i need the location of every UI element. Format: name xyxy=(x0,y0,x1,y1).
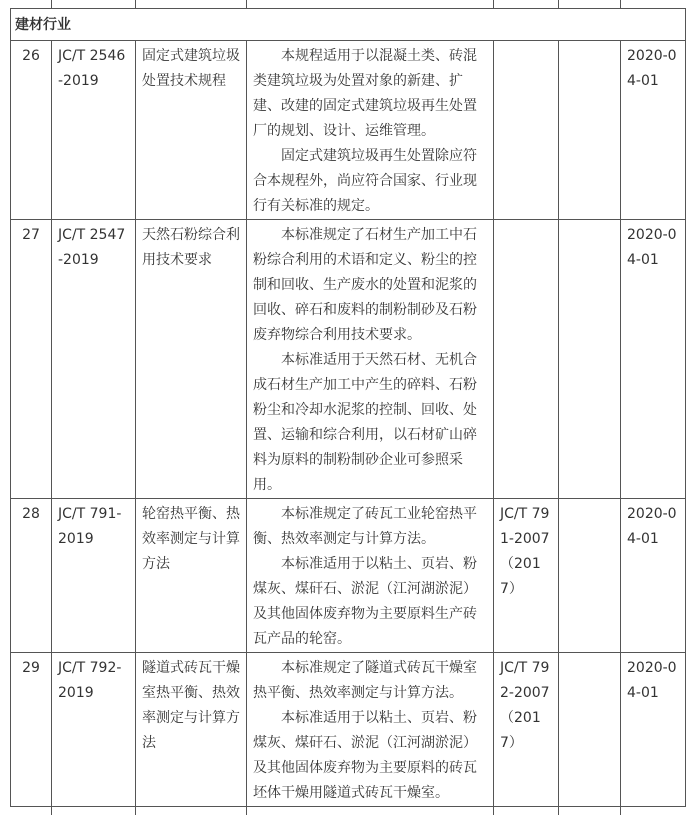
description-paragraph: 本标准适用于以粘土、页岩、粉煤灰、煤矸石、淤泥（江河湖淤泥）及其他固体废弃物为主要原料的砖瓦坯体干燥用隧道式砖瓦干燥室。 xyxy=(253,710,477,801)
row-number: 28 xyxy=(11,499,52,653)
description-paragraph: 固定式建筑垃圾再生处置除应符合本规程外，尚应符合国家、行业现行有关标准的规定。 xyxy=(253,148,477,214)
row-number: 27 xyxy=(11,220,52,499)
standard-name: 固定式建筑垃圾处置技术规程 xyxy=(136,41,247,220)
implementation-date: 2020-04-01 xyxy=(621,220,686,499)
description-paragraph: 本标准适用于天然石材、无机合成石材生产加工中产生的碎料、石粉粉尘和冷却水泥浆的控制、回收、处置、运输和综合利用，以石材矿山碎料为原料的制粉制砂企业可参照采用。 xyxy=(253,352,477,493)
standard-code: JC/T 2546-2019 xyxy=(52,41,136,220)
standard-name: 隧道式砖瓦干燥室热平衡、热效率测定与计算方法 xyxy=(136,653,247,807)
table-top-stub xyxy=(11,0,686,9)
table-row xyxy=(11,653,686,807)
standard-name: 天然石粉综合利用技术要求 xyxy=(136,220,247,499)
standard-description xyxy=(247,220,494,499)
table-row xyxy=(11,41,686,220)
replaced-standard: JC/T 792-2007（2017） xyxy=(494,653,559,807)
section-title: 建材行业 xyxy=(11,9,686,41)
other-column xyxy=(559,41,621,220)
table-row xyxy=(11,220,686,499)
implementation-date: 2020-04-01 xyxy=(621,41,686,220)
implementation-date: 2020-04-01 xyxy=(621,499,686,653)
other-column xyxy=(559,653,621,807)
standard-description xyxy=(247,499,494,653)
description-paragraph: 本规程适用于以混凝土类、砖混类建筑垃圾为处置对象的新建、扩建、改建的固定式建筑垃圾再生处置厂的规划、设计、运维管理。 xyxy=(253,48,477,139)
replaced-standard xyxy=(494,41,559,220)
replaced-standard: JC/T 791-2007（2017） xyxy=(494,499,559,653)
standard-name: 轮窑热平衡、热效率测定与计算方法 xyxy=(136,499,247,653)
standard-code: JC/T 2547-2019 xyxy=(52,220,136,499)
description-paragraph: 本标准规定了隧道式砖瓦干燥室热平衡、热效率测定与计算方法。 xyxy=(253,660,477,701)
row-number: 26 xyxy=(11,41,52,220)
table-bottom-stub xyxy=(11,807,686,815)
standard-description xyxy=(247,41,494,220)
section-row xyxy=(11,9,686,41)
standards-table xyxy=(10,0,686,815)
other-column xyxy=(559,220,621,499)
table-row xyxy=(11,499,686,653)
row-number: 29 xyxy=(11,653,52,807)
implementation-date: 2020-04-01 xyxy=(621,653,686,807)
description-paragraph: 本标准规定了石材生产加工中石粉综合利用的术语和定义、粉尘的控制和回收、生产废水的处置和泥浆的回收、碎石和废料的制粉制砂及石粉废弃物综合利用技术要求。 xyxy=(253,227,477,343)
description-paragraph: 本标准适用于以粘土、页岩、粉煤灰、煤矸石、淤泥（江河湖淤泥）及其他固体废弃物为主要原料生产砖瓦产品的轮窑。 xyxy=(253,556,477,647)
standard-description xyxy=(247,653,494,807)
other-column xyxy=(559,499,621,653)
standard-code: JC/T 792-2019 xyxy=(52,653,136,807)
standard-code: JC/T 791-2019 xyxy=(52,499,136,653)
replaced-standard xyxy=(494,220,559,499)
description-paragraph: 本标准规定了砖瓦工业轮窑热平衡、热效率测定与计算方法。 xyxy=(253,506,477,547)
